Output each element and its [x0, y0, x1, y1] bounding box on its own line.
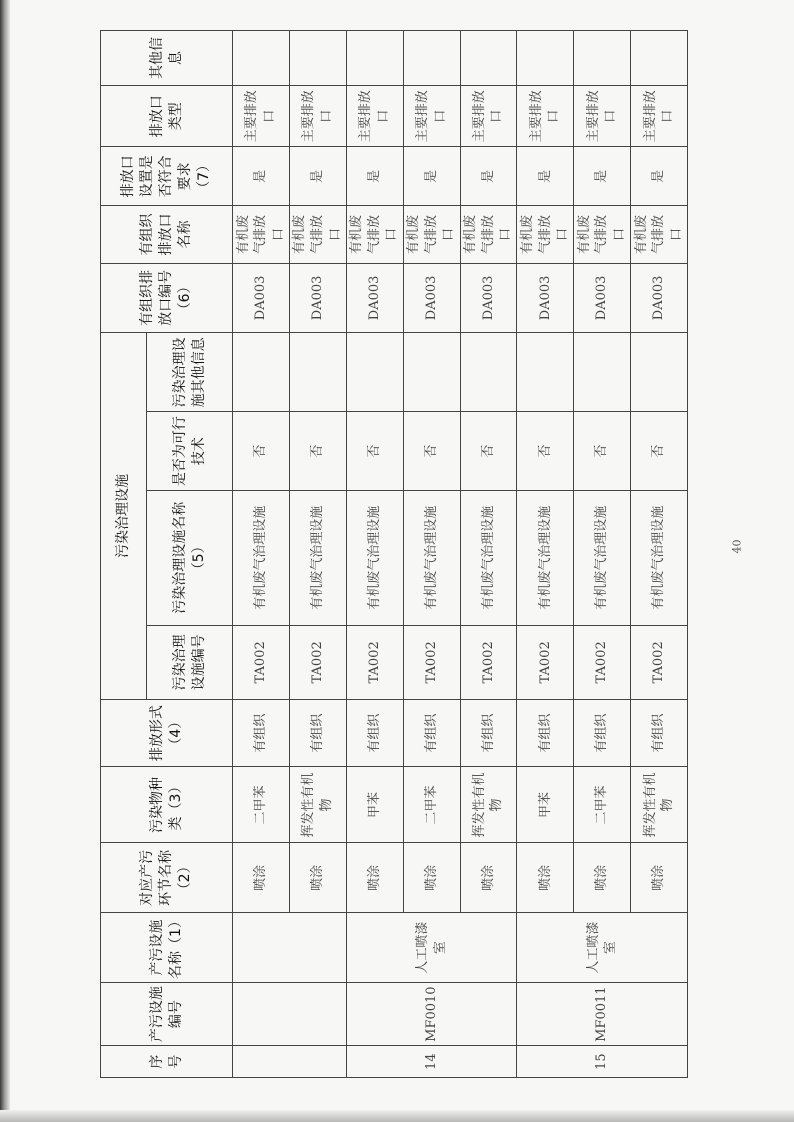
outlet-compliant-cell: 是 — [403, 147, 460, 206]
header-treatment-id: 污染治理设施编号 — [147, 625, 233, 699]
treatment-name-cell: 有机废气治理设施 — [346, 490, 403, 625]
outlet-id-cell: DA003 — [517, 263, 574, 333]
outlet-name-cell: 有机废气排放口 — [460, 206, 517, 263]
outlet-id-cell: DA003 — [403, 263, 460, 333]
process-cell: 喷涂 — [289, 843, 346, 913]
other-info-cell — [631, 31, 688, 86]
outlet-type-cell: 主要排放口 — [289, 86, 346, 147]
outlet-name-cell: 有机废气排放口 — [517, 206, 574, 263]
seq-cell: 15 — [517, 1046, 688, 1078]
treatment-id-cell: TA002 — [517, 625, 574, 699]
scan-edge-shadow — [0, 0, 10, 1122]
header-other-info: 其他信息 — [101, 31, 233, 86]
outlet-compliant-cell: 是 — [460, 147, 517, 206]
outlet-name-cell: 有机废气排放口 — [346, 206, 403, 263]
pollutant-cell: 二甲苯 — [403, 767, 460, 843]
feasible-tech-cell: 否 — [233, 412, 290, 490]
outlet-type-cell: 主要排放口 — [574, 86, 631, 147]
outlet-id-cell: DA003 — [460, 263, 517, 333]
treatment-id-cell: TA002 — [289, 625, 346, 699]
pollutant-cell: 二甲苯 — [574, 767, 631, 843]
facility-name-cell — [233, 913, 347, 983]
header-row-1 — [101, 31, 147, 1078]
feasible-tech-cell: 否 — [460, 412, 517, 490]
outlet-type-cell: 主要排放口 — [403, 86, 460, 147]
emission-form-cell: 有组织 — [574, 699, 631, 767]
process-cell: 喷涂 — [574, 843, 631, 913]
facility-id-cell: MF0010 — [346, 982, 517, 1045]
outlet-type-cell: 主要排放口 — [233, 86, 290, 147]
outlet-name-cell: 有机废气排放口 — [289, 206, 346, 263]
emission-form-cell: 有组织 — [517, 699, 574, 767]
feasible-tech-cell: 否 — [403, 412, 460, 490]
feasible-tech-cell: 否 — [346, 412, 403, 490]
outlet-name-cell: 有机废气排放口 — [631, 206, 688, 263]
facility-name-cell: 人工喷漆室 — [346, 913, 517, 983]
table-container — [100, 30, 688, 1078]
treatment-id-cell: TA002 — [233, 625, 290, 699]
header-facility-id: 产污设施编号 — [101, 982, 233, 1045]
treatment-name-cell: 有机废气治理设施 — [233, 490, 290, 625]
process-cell: 喷涂 — [233, 843, 290, 913]
seq-cell — [233, 1046, 347, 1078]
outlet-name-cell: 有机废气排放口 — [574, 206, 631, 263]
feasible-tech-cell: 否 — [631, 412, 688, 490]
outlet-compliant-cell: 是 — [289, 147, 346, 206]
process-cell: 喷涂 — [346, 843, 403, 913]
pollution-facility-table — [100, 30, 688, 1078]
header-pollutant-type: 污染物种类（3） — [101, 767, 233, 843]
treatment-other-cell — [631, 333, 688, 412]
header-outlet-id: 有组织排放口编号（6） — [101, 263, 233, 333]
outlet-id-cell: DA003 — [574, 263, 631, 333]
header-treatment-group: 污染治理设施 — [101, 333, 147, 700]
page-number: 40 — [730, 539, 744, 554]
emission-form-cell: 有组织 — [460, 699, 517, 767]
outlet-name-cell: 有机废气排放口 — [233, 206, 290, 263]
outlet-compliant-cell: 是 — [517, 147, 574, 206]
other-info-cell — [289, 31, 346, 86]
table-row — [517, 31, 574, 1078]
facility-id-cell: MF0011 — [517, 982, 688, 1045]
emission-form-cell: 有组织 — [289, 699, 346, 767]
header-treatment-name: 污染治理设施名称（5） — [147, 490, 233, 625]
pollutant-cell: 甲苯 — [517, 767, 574, 843]
table-body — [233, 31, 688, 1078]
feasible-tech-cell: 否 — [289, 412, 346, 490]
outlet-id-cell: DA003 — [631, 263, 688, 333]
outlet-compliant-cell: 是 — [233, 147, 290, 206]
table-row — [346, 31, 403, 1078]
pollutant-cell: 挥发性有机物 — [289, 767, 346, 843]
outlet-type-cell: 主要排放口 — [631, 86, 688, 147]
outlet-compliant-cell: 是 — [346, 147, 403, 206]
feasible-tech-cell: 否 — [517, 412, 574, 490]
pollutant-cell: 甲苯 — [346, 767, 403, 843]
feasible-tech-cell: 否 — [574, 412, 631, 490]
other-info-cell — [403, 31, 460, 86]
process-cell: 喷涂 — [460, 843, 517, 913]
treatment-name-cell: 有机废气治理设施 — [574, 490, 631, 625]
treatment-name-cell: 有机废气治理设施 — [289, 490, 346, 625]
pollutant-cell: 挥发性有机物 — [631, 767, 688, 843]
other-info-cell — [346, 31, 403, 86]
scan-edge-shadow-bottom — [0, 1110, 794, 1122]
header-treatment-other: 污染治理设施其他信息 — [147, 333, 233, 412]
header-feasible-tech: 是否为可行技术 — [147, 412, 233, 490]
header-process-name: 对应产污环节名称（2） — [101, 843, 233, 913]
header-outlet-compliant: 排放口设置是否符合要求（7） — [101, 147, 233, 206]
emission-form-cell: 有组织 — [346, 699, 403, 767]
header-outlet-name: 有组织排放口名称 — [101, 206, 233, 263]
treatment-other-cell — [574, 333, 631, 412]
emission-form-cell: 有组织 — [403, 699, 460, 767]
header-emission-form: 排放形式（4） — [101, 699, 233, 767]
outlet-compliant-cell: 是 — [631, 147, 688, 206]
treatment-id-cell: TA002 — [574, 625, 631, 699]
header-outlet-type: 排放口类型 — [101, 86, 233, 147]
pollutant-cell: 挥发性有机物 — [460, 767, 517, 843]
treatment-id-cell: TA002 — [460, 625, 517, 699]
treatment-id-cell: TA002 — [346, 625, 403, 699]
table-row — [233, 31, 290, 1078]
outlet-id-cell: DA003 — [233, 263, 290, 333]
outlet-type-cell: 主要排放口 — [346, 86, 403, 147]
header-facility-name: 产污设施名称（1） — [101, 913, 233, 983]
outlet-type-cell: 主要排放口 — [517, 86, 574, 147]
treatment-other-cell — [460, 333, 517, 412]
outlet-name-cell: 有机废气排放口 — [403, 206, 460, 263]
treatment-other-cell — [289, 333, 346, 412]
other-info-cell — [517, 31, 574, 86]
outlet-id-cell: DA003 — [346, 263, 403, 333]
process-cell: 喷涂 — [403, 843, 460, 913]
treatment-name-cell: 有机废气治理设施 — [403, 490, 460, 625]
emission-form-cell: 有组织 — [631, 699, 688, 767]
treatment-other-cell — [403, 333, 460, 412]
outlet-type-cell: 主要排放口 — [460, 86, 517, 147]
pollutant-cell: 二甲苯 — [233, 767, 290, 843]
treatment-name-cell: 有机废气治理设施 — [631, 490, 688, 625]
treatment-id-cell: TA002 — [403, 625, 460, 699]
other-info-cell — [574, 31, 631, 86]
treatment-name-cell: 有机废气治理设施 — [517, 490, 574, 625]
treatment-id-cell: TA002 — [631, 625, 688, 699]
outlet-id-cell: DA003 — [289, 263, 346, 333]
treatment-other-cell — [346, 333, 403, 412]
treatment-other-cell — [233, 333, 290, 412]
facility-name-cell: 人工喷漆室 — [517, 913, 688, 983]
process-cell: 喷涂 — [631, 843, 688, 913]
other-info-cell — [233, 31, 290, 86]
seq-cell: 14 — [346, 1046, 517, 1078]
header-seq: 序号 — [101, 1046, 233, 1078]
process-cell: 喷涂 — [517, 843, 574, 913]
emission-form-cell: 有组织 — [233, 699, 290, 767]
facility-id-cell — [233, 982, 347, 1045]
other-info-cell — [460, 31, 517, 86]
outlet-compliant-cell: 是 — [574, 147, 631, 206]
treatment-other-cell — [517, 333, 574, 412]
treatment-name-cell: 有机废气治理设施 — [460, 490, 517, 625]
